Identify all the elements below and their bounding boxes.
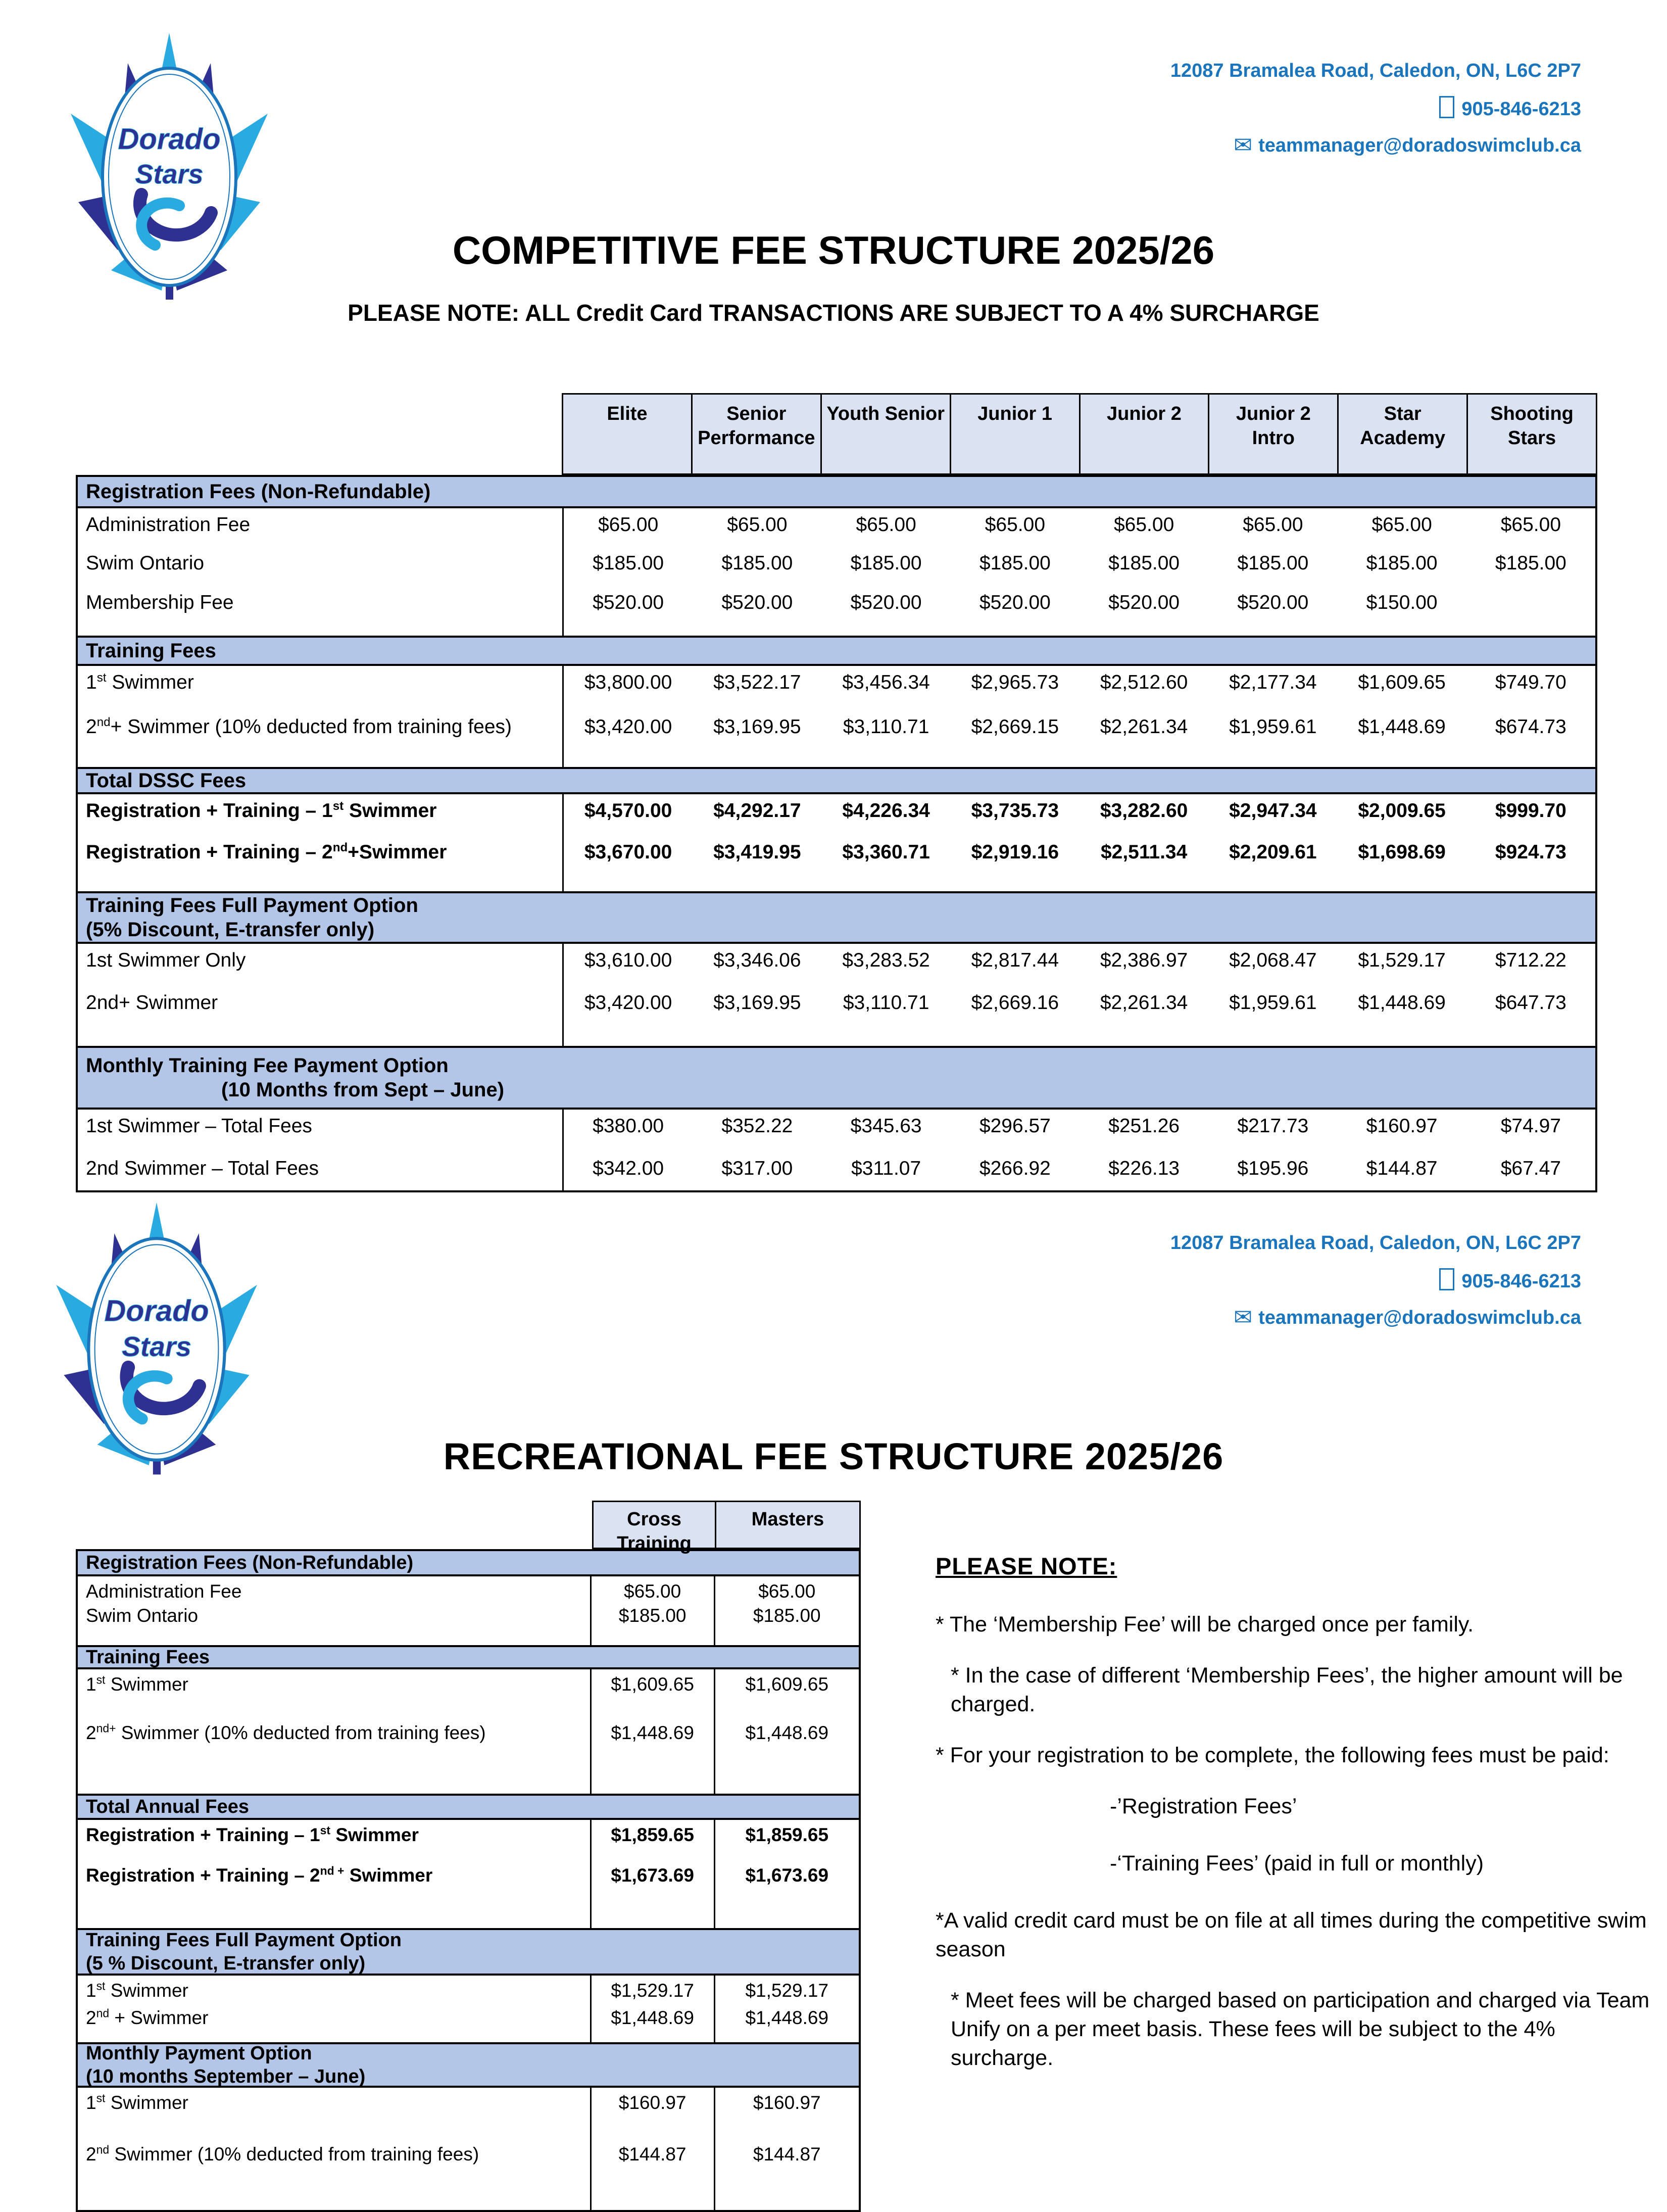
fee-value: $185.00 xyxy=(1237,552,1309,574)
column-header: Youth Senior xyxy=(822,393,951,475)
table-row xyxy=(78,666,1595,710)
competitive-table-body xyxy=(76,475,1597,1192)
notes-list xyxy=(936,1610,1653,2073)
row-label: 1st Swimmer xyxy=(78,1669,592,1718)
fee-value: $520.00 xyxy=(979,592,1051,613)
table-row xyxy=(78,1718,859,1794)
section-header-subtext: (10 Months from Sept – June) xyxy=(221,1079,505,1101)
fee-value: $3,282.60 xyxy=(1100,800,1188,822)
fee-value: $65.00 xyxy=(1500,514,1561,536)
fee-value: $3,610.00 xyxy=(584,949,672,971)
row-label: Administration Fee xyxy=(78,1576,592,1601)
fee-value: $3,169.95 xyxy=(713,716,801,738)
fee-value: $65.00 xyxy=(592,1576,715,1601)
fee-value: $2,177.34 xyxy=(1229,671,1317,693)
fee-value: $65.00 xyxy=(727,514,788,536)
row-label: 2nd + Swimmer xyxy=(78,2003,592,2042)
fee-value: $2,947.34 xyxy=(1229,800,1317,822)
row-label: 2nd Swimmer – Total Fees xyxy=(78,1152,564,1190)
row-label: 2nd+ Swimmer xyxy=(78,986,564,1046)
fee-value: $3,110.71 xyxy=(843,992,929,1014)
row-label: Membership Fee xyxy=(78,586,564,636)
note-item: -‘Training Fees’ (paid in full or monthly) xyxy=(1110,1851,1484,1876)
row-label: 1st Swimmer xyxy=(78,1976,592,2003)
column-header: Star Academy xyxy=(1339,393,1468,475)
fee-value: $144.87 xyxy=(753,2144,821,2165)
fee-value: $160.97 xyxy=(592,2088,715,2139)
row-label: $2^{nd+}$ Swimmer (10% deducted from training fees) xyxy=(78,1718,592,1794)
fee-value: $1,673.69 xyxy=(592,1860,715,1928)
table-row xyxy=(78,508,1595,547)
fee-value: $2,009.65 xyxy=(1358,800,1446,822)
fee-value: $999.70 xyxy=(1495,800,1566,822)
row-label: Registration + Training – $2^{nd +}$ Swimmer xyxy=(78,1860,592,1928)
row-label: Registration + Training – 2nd+Swimmer xyxy=(78,836,564,891)
address-line: 12087 Bramalea Road, Caledon, ON, L6C 2P7 xyxy=(1170,60,1581,81)
fee-value: $160.97 xyxy=(753,2092,821,2113)
fee-value: $2,068.47 xyxy=(1229,949,1317,971)
fee-value: $3,522.17 xyxy=(713,671,801,693)
fee-value: $1,529.17 xyxy=(592,1976,715,2003)
fee-value: $1,609.65 xyxy=(1358,671,1446,693)
fee-value: $2,511.34 xyxy=(1100,841,1188,863)
fee-value: $1,448.69 xyxy=(745,2007,829,2028)
section-header-row xyxy=(78,1794,859,1820)
column-header: Shooting Stars xyxy=(1468,393,1597,475)
fee-value: $3,800.00 xyxy=(584,671,672,693)
row-label: 1st Swimmer xyxy=(78,2088,592,2139)
fee-value: $3,735.73 xyxy=(971,800,1059,822)
fee-value: $296.57 xyxy=(979,1115,1051,1137)
email-line xyxy=(1170,134,1581,157)
fee-value: $1,959.61 xyxy=(1229,716,1317,738)
fee-value: $266.92 xyxy=(979,1158,1051,1179)
fee-value: $185.00 xyxy=(979,552,1051,574)
fee-value: $1,673.69 xyxy=(745,1865,829,1886)
fee-value: $144.87 xyxy=(1366,1158,1438,1179)
table-row xyxy=(78,2139,859,2210)
fee-value: $185.00 xyxy=(1108,552,1180,574)
fee-value: $1,609.65 xyxy=(592,1669,715,1718)
fee-value: $144.87 xyxy=(592,2139,715,2210)
table-row xyxy=(78,836,1595,891)
fee-value: $2,669.16 xyxy=(971,992,1059,1014)
phone-line xyxy=(1170,1268,1581,1292)
fee-value: $3,169.95 xyxy=(713,992,801,1014)
fee-value: $1,859.65 xyxy=(745,1824,829,1845)
fee-value: $3,420.00 xyxy=(584,716,672,738)
fee-value: $712.22 xyxy=(1495,949,1566,971)
column-header: Cross Training xyxy=(592,1501,716,1549)
fee-value: $520.00 xyxy=(593,592,664,613)
fee-value: $352.22 xyxy=(721,1115,793,1137)
competitive-fee-table xyxy=(76,393,1597,1192)
fee-value: $2,965.73 xyxy=(971,671,1059,693)
table-row xyxy=(78,1820,859,1860)
table-row xyxy=(78,986,1595,1046)
section-header-row xyxy=(78,477,1595,508)
table-row xyxy=(78,1576,859,1601)
fee-value: $185.00 xyxy=(1366,552,1438,574)
fee-value: $345.63 xyxy=(850,1115,922,1137)
fee-value: $2,919.16 xyxy=(971,841,1059,863)
header-spacer xyxy=(76,393,562,475)
table-row xyxy=(78,1110,1595,1152)
phone-number: 905-846-6213 xyxy=(1461,1271,1581,1292)
email-icon: ✉ xyxy=(1234,1305,1253,1330)
section-header-subtext: (5 % Discount, E-transfer only) xyxy=(86,1953,366,1974)
fee-value: $65.00 xyxy=(856,514,916,536)
row-label: 1st Swimmer Only xyxy=(78,944,564,986)
logo-text-line2: Stars xyxy=(135,159,204,189)
section-header-row xyxy=(78,767,1595,794)
fee-value: $2,512.60 xyxy=(1100,671,1188,693)
section-header-label: Registration Fees (Non-Refundable) xyxy=(86,480,431,503)
fee-value: $185.00 xyxy=(753,1605,821,1626)
section-header-label: Monthly Payment Option xyxy=(86,2043,312,2064)
note-item: * For your registration to be complete, the following fees must be paid: xyxy=(936,1743,1609,1767)
fee-value: $317.00 xyxy=(721,1158,793,1179)
fee-value: $65.00 xyxy=(1243,514,1303,536)
fee-value: $1,609.65 xyxy=(745,1674,829,1695)
section-header-label: Monthly Training Fee Payment Option xyxy=(86,1054,449,1077)
fee-value: $2,209.61 xyxy=(1229,841,1317,863)
fee-value: $185.00 xyxy=(850,552,922,574)
fee-value: $924.73 xyxy=(1495,841,1566,863)
fee-value: $3,110.71 xyxy=(843,716,929,738)
fee-value: $3,283.52 xyxy=(842,949,930,971)
row-label: 1st Swimmer – Total Fees xyxy=(78,1110,564,1152)
section-header-row xyxy=(78,1046,1595,1110)
table-row xyxy=(78,547,1595,586)
section-header-label: Training Fees Full Payment Option xyxy=(86,1930,402,1951)
fee-value: $1,959.61 xyxy=(1229,992,1317,1014)
table-row xyxy=(78,2088,859,2139)
fee-value: $3,420.00 xyxy=(584,992,672,1014)
row-label: Swim Ontario xyxy=(78,1601,592,1645)
recreational-title: RECREATIONAL FEE STRUCTURE 2025/26 xyxy=(443,1435,1224,1477)
fee-value: $65.00 xyxy=(1113,514,1174,536)
row-label: Registration + Training – 1st Swimmer xyxy=(78,1820,592,1860)
section-header-row xyxy=(78,891,1595,944)
fee-value: $65.00 xyxy=(985,514,1046,536)
contact-block xyxy=(1170,1232,1581,1343)
fee-value: $160.97 xyxy=(1366,1115,1438,1137)
recreational-fee-table xyxy=(76,1501,861,2212)
phone-number: 905-846-6213 xyxy=(1461,99,1581,120)
note-item: *A valid credit card must be on file at all times during the competitive swim season xyxy=(936,1908,1647,1961)
fee-value: $3,419.95 xyxy=(713,841,801,863)
fee-value: $1,448.69 xyxy=(592,1718,715,1794)
fee-value: $251.26 xyxy=(1108,1115,1180,1137)
fee-value: $1,529.17 xyxy=(745,1980,829,2001)
fee-value: $3,346.06 xyxy=(713,949,801,971)
note-item: * Meet fees will be charged based on participation and charged via Team Unify on a per meet basis. These fees will be subject to the 4% surcharge. xyxy=(951,1988,1650,2070)
table-row xyxy=(78,710,1595,767)
row-label: Administration Fee xyxy=(78,508,564,547)
logo-text-line1: Dorado xyxy=(104,1293,209,1328)
fee-value: $3,456.34 xyxy=(842,671,930,693)
notes-panel xyxy=(936,1552,1653,2095)
fee-value: $195.96 xyxy=(1237,1158,1309,1179)
fee-value: $185.00 xyxy=(593,552,664,574)
fee-value: $2,817.44 xyxy=(971,949,1059,971)
fee-value: $520.00 xyxy=(1108,592,1180,613)
surcharge-note: PLEASE NOTE: ALL Credit Card TRANSACTIONS ARE SUBJECT TO A 4% SURCHARGE xyxy=(348,300,1319,326)
fee-value: $4,292.17 xyxy=(713,800,801,822)
section-header-row xyxy=(78,636,1595,666)
note-item: -’Registration Fees’ xyxy=(1110,1794,1297,1818)
table-row xyxy=(78,1976,859,2003)
note-item: * The ‘Membership Fee’ will be charged once per family. xyxy=(936,1612,1474,1637)
email-address: teammanager@doradoswimclub.ca xyxy=(1258,135,1581,156)
column-header: Junior 2 xyxy=(1081,393,1210,475)
column-header: Elite xyxy=(562,393,693,475)
column-header: Senior Performance xyxy=(693,393,822,475)
fee-value: $150.00 xyxy=(1366,592,1438,613)
column-header: Masters xyxy=(716,1501,861,1549)
notes-heading: PLEASE NOTE: xyxy=(936,1553,1117,1579)
fee-value: $185.00 xyxy=(1495,552,1566,574)
fee-value: $520.00 xyxy=(850,592,922,613)
section-header-subtext: (10 months September – June) xyxy=(86,2066,366,2087)
fee-value: $185.00 xyxy=(592,1601,715,1645)
table-row xyxy=(78,2003,859,2042)
fee-value: $647.73 xyxy=(1495,992,1566,1014)
fee-value: $65.00 xyxy=(1371,514,1432,536)
recreational-table-body xyxy=(76,1549,861,2212)
fee-value: $1,698.69 xyxy=(1358,841,1446,863)
fee-value: $65.00 xyxy=(758,1581,816,1602)
email-line xyxy=(1170,1307,1581,1329)
phone-icon xyxy=(1439,96,1454,118)
fee-value: $749.70 xyxy=(1495,671,1566,693)
competitive-table-header-row xyxy=(76,393,1597,475)
section-header-row xyxy=(78,2042,859,2088)
note-item: * In the case of different ‘Membership Fees’, the higher amount will be charged. xyxy=(951,1663,1623,1716)
fee-value: $226.13 xyxy=(1108,1158,1180,1179)
fee-value: $3,360.71 xyxy=(842,841,930,863)
fee-value: $67.47 xyxy=(1500,1158,1561,1179)
section-header-row xyxy=(78,1551,859,1576)
section-header-row xyxy=(78,1928,859,1976)
row-label: Swim Ontario xyxy=(78,547,564,586)
fee-value: $674.73 xyxy=(1495,716,1566,738)
fee-value: $74.97 xyxy=(1500,1115,1561,1137)
row-label: 1st Swimmer xyxy=(78,666,564,710)
fee-value: $4,226.34 xyxy=(842,800,930,822)
table-row xyxy=(78,1152,1595,1190)
phone-icon xyxy=(1439,1268,1454,1290)
email-address: teammanager@doradoswimclub.ca xyxy=(1258,1307,1581,1328)
recreational-table-header-row xyxy=(76,1501,861,1554)
fee-value: $2,386.97 xyxy=(1100,949,1188,971)
fee-value: $1,448.69 xyxy=(1358,716,1446,738)
fee-value: $1,448.69 xyxy=(745,1722,829,1743)
header-spacer xyxy=(76,1501,592,1549)
fee-value: $1,859.65 xyxy=(592,1820,715,1860)
section-header-label: Total Annual Fees xyxy=(86,1796,250,1817)
fee-value: $1,448.69 xyxy=(1358,992,1446,1014)
fee-value: $311.07 xyxy=(851,1158,921,1179)
club-logo xyxy=(28,1195,285,1478)
address-line: 12087 Bramalea Road, Caledon, ON, L6C 2P7 xyxy=(1170,1232,1581,1254)
fee-value: $217.73 xyxy=(1237,1115,1309,1137)
section-header-label: Training Fees xyxy=(86,640,216,662)
section-header-label: Training Fees xyxy=(86,1647,210,1668)
section-header-label: Training Fees Full Payment Option xyxy=(86,894,418,917)
email-icon: ✉ xyxy=(1234,133,1253,158)
fee-value: $2,261.34 xyxy=(1100,716,1188,738)
fee-value: $1,448.69 xyxy=(592,2003,715,2042)
row-label: 2nd+ Swimmer (10% deducted from training fees) xyxy=(78,710,564,767)
section-header-label: Total DSSC Fees xyxy=(86,770,247,792)
competitive-title: COMPETITIVE FEE STRUCTURE 2025/26 xyxy=(452,228,1215,272)
table-row xyxy=(78,1669,859,1718)
phone-line xyxy=(1170,96,1581,120)
fee-value: $2,669.15 xyxy=(971,716,1059,738)
column-header: Junior 1 xyxy=(951,393,1081,475)
fee-value: $342.00 xyxy=(593,1158,664,1179)
row-label: Registration + Training – 1st Swimmer xyxy=(78,794,564,836)
fee-value: $65.00 xyxy=(598,514,659,536)
table-row xyxy=(78,794,1595,836)
table-row xyxy=(78,1860,859,1928)
fee-value xyxy=(1466,586,1595,636)
table-row xyxy=(78,586,1595,636)
fee-value: $520.00 xyxy=(1237,592,1309,613)
fee-value: $2,261.34 xyxy=(1100,992,1188,1014)
section-header-row xyxy=(78,1645,859,1669)
fee-value: $185.00 xyxy=(721,552,793,574)
fee-value: $4,570.00 xyxy=(584,800,672,822)
section-header-label: Registration Fees (Non-Refundable) xyxy=(86,1552,414,1573)
fee-value: $3,670.00 xyxy=(584,841,672,863)
logo-text-line1: Dorado xyxy=(118,123,221,156)
logo-text-line2: Stars xyxy=(122,1330,191,1362)
table-row xyxy=(78,1601,859,1645)
row-label: 2nd Swimmer (10% deducted from training fees) xyxy=(78,2139,592,2210)
section-header-subtext: (5% Discount, E-transfer only) xyxy=(86,919,375,941)
table-row xyxy=(78,944,1595,986)
fee-value: $380.00 xyxy=(593,1115,664,1137)
fee-value: $520.00 xyxy=(721,592,793,613)
column-header: Junior 2 Intro xyxy=(1209,393,1339,475)
contact-block xyxy=(1170,60,1581,171)
fee-value: $1,529.17 xyxy=(1358,949,1446,971)
